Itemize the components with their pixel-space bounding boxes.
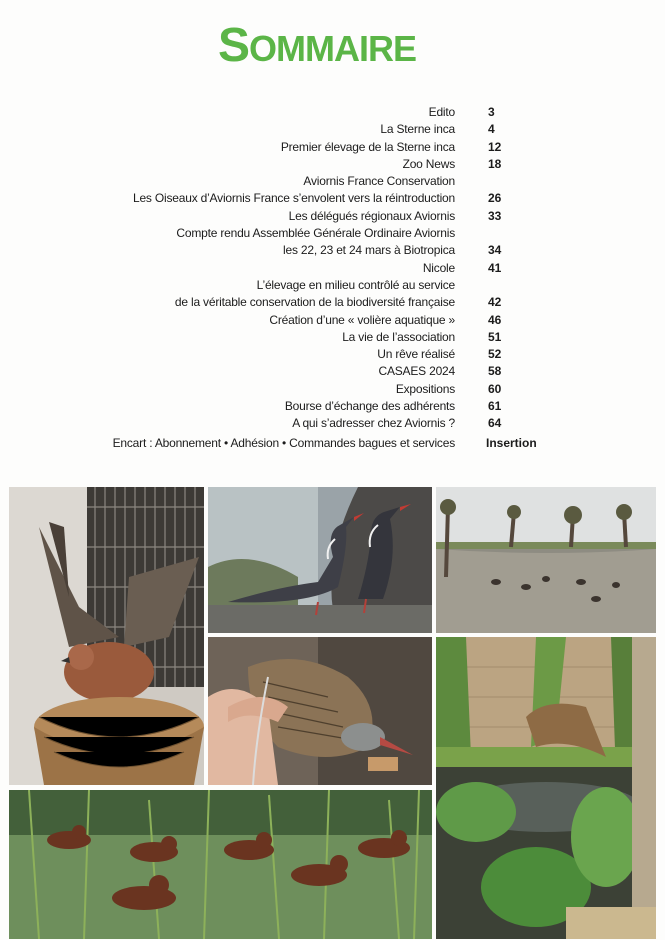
toc-label: L’élevage en milieu contrôlé au service	[256, 277, 455, 292]
toc-label: La vie de l’association	[342, 329, 455, 344]
toc-row[interactable]	[0, 104, 665, 121]
toc-row[interactable]	[0, 294, 665, 311]
toc-page: 61	[488, 399, 502, 414]
toc-page: 58	[488, 364, 502, 379]
toc-row[interactable]	[0, 381, 665, 398]
toc-row[interactable]	[0, 156, 665, 173]
toc-label: A qui s’adresser chez Aviornis ?	[292, 416, 455, 431]
toc-label: de la véritable conservation de la biodiversité française	[174, 295, 455, 310]
insert-label: Encart : Abonnement • Adhésion • Commandes bagues et services	[112, 435, 455, 450]
page-title	[218, 19, 458, 72]
toc-page: 33	[488, 208, 502, 223]
toc-label: Premier élevage de la Sterne inca	[280, 139, 455, 154]
toc-label: Un rêve réalisé	[377, 347, 455, 362]
toc-label: Zoo News	[402, 156, 455, 171]
photo-duck-pond	[436, 487, 656, 633]
toc-row[interactable]	[0, 225, 665, 242]
toc-row[interactable]	[0, 346, 665, 363]
toc-row[interactable]	[0, 173, 665, 190]
toc-label: La Sterne inca	[380, 122, 455, 137]
toc-label: Aviornis France Conservation	[303, 174, 455, 189]
toc-label: Compte rendu Assemblée Générale Ordinaire Aviornis	[176, 226, 455, 241]
toc-row[interactable]	[0, 208, 665, 225]
photo-ducks-in-reeds	[9, 790, 432, 939]
photo-bird-on-nest	[9, 487, 204, 785]
toc-page: 12	[488, 139, 502, 154]
photo-inca-terns	[208, 487, 432, 633]
toc-label: Les délégués régionaux Aviornis	[288, 208, 455, 223]
table-of-contents	[0, 104, 665, 452]
toc-label: les 22, 23 et 24 mars à Biotropica	[283, 243, 455, 258]
insert-row[interactable]	[0, 435, 665, 452]
toc-row[interactable]	[0, 190, 665, 207]
toc-page: 3	[488, 105, 495, 119]
toc-label: Bourse d’échange des adhérents	[284, 399, 455, 414]
title-rest: OMMAIRE	[249, 28, 417, 69]
toc-page: 46	[488, 312, 502, 327]
toc-row[interactable]	[0, 260, 665, 277]
toc-label: Expositions	[395, 381, 455, 396]
toc-row[interactable]	[0, 363, 665, 380]
toc-label: CASAES 2024	[378, 364, 455, 379]
toc-row[interactable]	[0, 312, 665, 329]
toc-row[interactable]	[0, 415, 665, 432]
photo-aquatic-aviary	[436, 637, 656, 939]
toc-row[interactable]	[0, 277, 665, 294]
toc-label: Nicole	[422, 260, 455, 275]
toc-page: 4	[488, 122, 495, 137]
toc-row[interactable]	[0, 121, 665, 138]
toc-page: 64	[488, 416, 502, 431]
title-initial: S	[218, 19, 250, 72]
toc-label: Les Oiseaux d’Aviornis France s’envolent vers la réintroduction	[132, 191, 455, 206]
toc-page: 52	[488, 347, 502, 362]
toc-page: 18	[488, 156, 502, 171]
toc-page: 60	[488, 381, 502, 396]
toc-label: Edito	[428, 105, 455, 119]
toc-row[interactable]	[0, 139, 665, 156]
toc-row[interactable]	[0, 398, 665, 415]
insert-page: Insertion	[486, 435, 537, 450]
toc-label: Création d’une « volière aquatique »	[269, 312, 455, 327]
photo-rail-in-hand	[208, 637, 432, 785]
toc-page: 34	[488, 243, 502, 258]
toc-page: 51	[488, 329, 502, 344]
toc-page: 26	[488, 191, 502, 206]
toc-row[interactable]	[0, 329, 665, 346]
toc-page: 42	[488, 295, 502, 310]
toc-page: 41	[488, 260, 502, 275]
toc-row[interactable]	[0, 242, 665, 259]
